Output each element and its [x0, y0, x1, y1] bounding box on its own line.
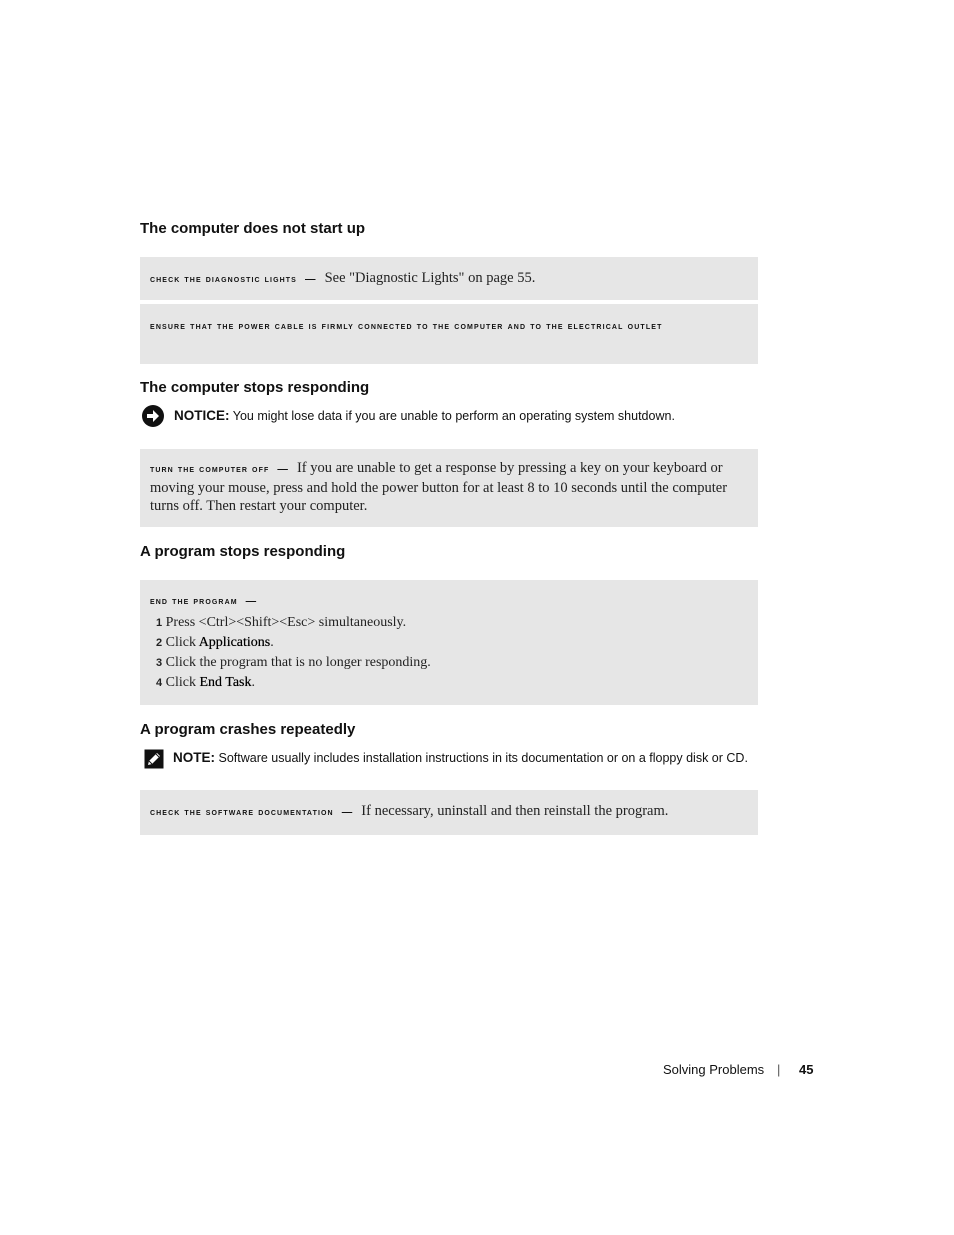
- footer-section-name: Solving Problems: [663, 1062, 765, 1077]
- heading-computer-stops-responding: The computer stops responding: [140, 379, 370, 396]
- notice-label: NOTICE:: [174, 408, 230, 423]
- heading-computer-does-not-start: The computer does not start up: [140, 220, 366, 237]
- tip-text: If you are unable to get a response by pressing a key on your keyboard or moving your mouse, press and hold the power button for at least 8 to 10 seconds until the computer turns off. Then restart your computer.: [150, 460, 728, 514]
- tip-box-software-docs: [140, 790, 758, 835]
- list-item: 2 Click Applications.: [156, 635, 274, 650]
- notice-text: You might lose data if you are unable to perform an operating system shutdown.: [232, 409, 675, 423]
- tip-title: ensure that the power cable is firmly connected to the computer and to the electrical outlet: [150, 320, 663, 332]
- list-item: 3 Click the program that is no longer responding.: [156, 655, 431, 670]
- note-pencil-icon: [144, 749, 164, 772]
- tip-title: turn the computer off: [150, 463, 270, 475]
- page-number: 45: [799, 1062, 814, 1077]
- tip-title: check the diagnostic lights: [150, 273, 297, 285]
- tip-box-diagnostic-lights: [140, 257, 758, 300]
- tip-separator: —: [277, 463, 289, 475]
- list-item: 1 Press <Ctrl><Shift><Esc> simultaneously.: [156, 615, 407, 630]
- tip-text: See "Diagnostic Lights" on page 55.: [324, 270, 536, 286]
- tip-separator: —: [341, 806, 354, 818]
- note-label: NOTE:: [173, 750, 215, 765]
- footer-divider: |: [777, 1062, 781, 1077]
- steps-list: [150, 613, 746, 693]
- tip-title: end the program: [150, 595, 238, 607]
- notice-arrow-icon: [142, 405, 164, 430]
- list-item: 4 Click End Task.: [156, 675, 256, 690]
- tip-text: If necessary, uninstall and then reinstall the program.: [361, 803, 669, 819]
- heading-program-crashes-repeatedly: A program crashes repeatedly: [140, 721, 356, 738]
- tip-box-end-program: [140, 580, 758, 705]
- note-text: Software usually includes installation instructions in its documentation or on a floppy disk or CD.: [218, 751, 748, 765]
- tip-separator: —: [245, 595, 258, 607]
- tip-title: check the software documentation: [150, 806, 334, 818]
- heading-program-stops-responding: A program stops responding: [140, 543, 346, 560]
- tip-separator: —: [304, 273, 317, 285]
- tip-box-turn-off: [140, 449, 758, 527]
- tip-box-power-cable: [140, 304, 758, 364]
